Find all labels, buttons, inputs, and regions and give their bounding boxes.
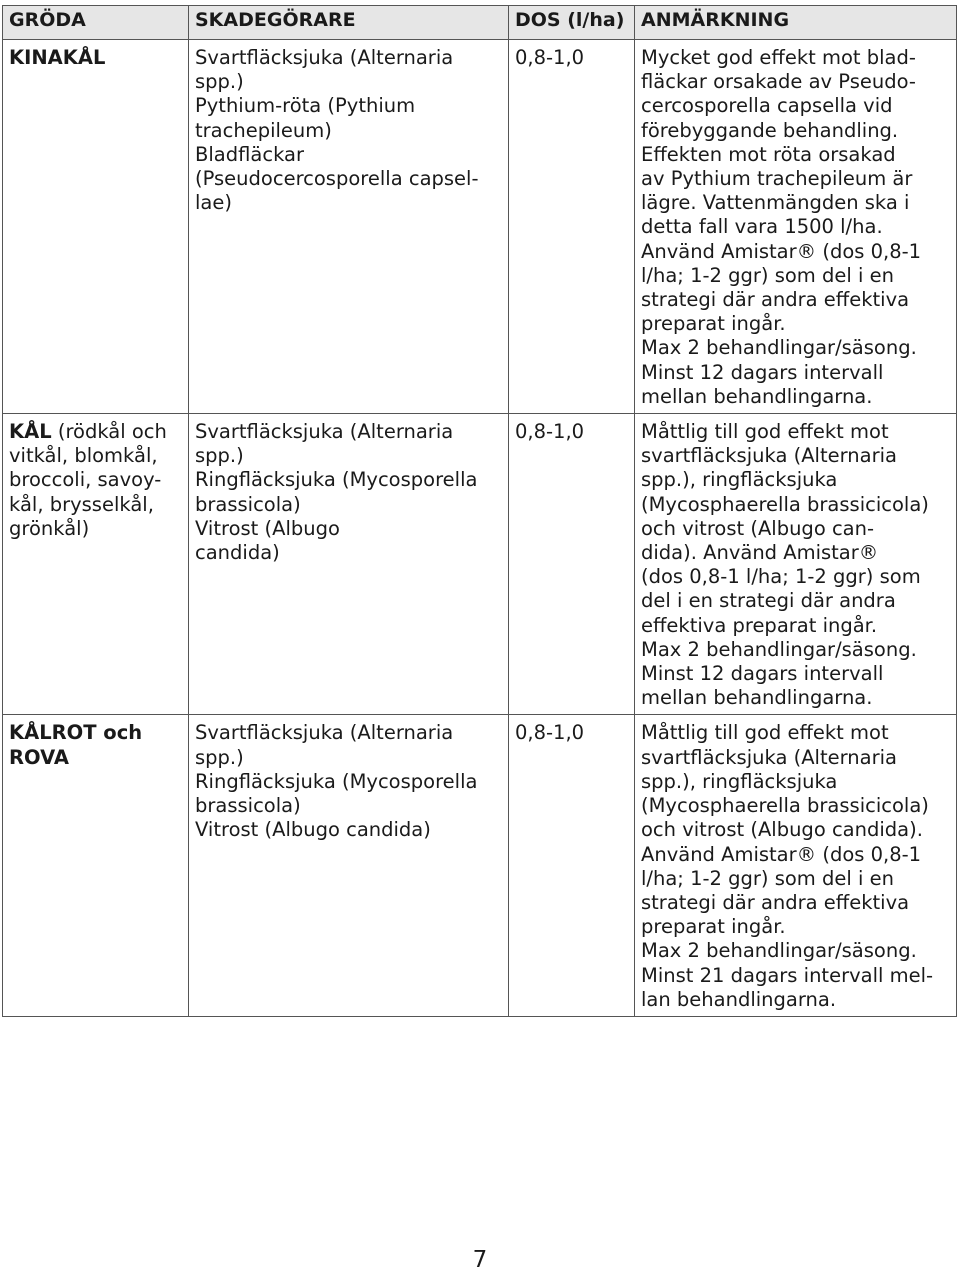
header-pest: SKADEGÖRARE [189, 6, 509, 40]
text-line: Max 2 behandlingar/säsong. [641, 939, 917, 963]
text-line: Max 2 behandlingar/säsong. [641, 336, 917, 360]
note-cell [635, 40, 957, 414]
pest-cell [189, 40, 509, 414]
text-line: mellan behandlingarna. [641, 384, 873, 408]
text-line: Mycket god effekt mot blad- [641, 46, 916, 69]
text-line: Ringfläcksjuka (Mycosporella [195, 468, 478, 492]
text-line: och vitrost (Albugo can- [641, 516, 875, 540]
text-line: preparat ingår. [641, 915, 786, 939]
crop-cell [3, 414, 189, 715]
text-line: kål, brysselkål, [9, 492, 154, 516]
text-line: brassicola) [195, 794, 301, 818]
table-row [3, 40, 957, 414]
text-line: strategi där andra effektiva [641, 288, 910, 312]
text-line: Minst 12 dagars intervall [641, 360, 884, 384]
text-line: spp.) [195, 745, 244, 769]
text-line: Använd Amistar® (dos 0,8-1 [641, 239, 922, 263]
text-line: detta fall vara 1500 l/ha. [641, 215, 883, 239]
text-line: l/ha; 1-2 ggr) som del i en [641, 866, 894, 890]
pest-cell [189, 715, 509, 1016]
text-line: Minst 21 dagars intervall mel- [641, 963, 934, 987]
crop-name-2: ROVA [9, 745, 69, 769]
text-line: Effekten mot röta orsakad [641, 142, 896, 166]
text-line: Svartfläcksjuka (Alternaria [195, 721, 454, 745]
text-line: strategi där andra effektiva [641, 890, 910, 914]
text-line: spp.) [195, 70, 244, 94]
dose-cell: 0,8-1,0 [509, 414, 635, 715]
crop-detail: (rödkål och [51, 420, 167, 444]
text-line: (Mycosphaerella brassicicola) [641, 492, 929, 516]
pest-cell [189, 414, 509, 715]
text-line: grönkål) [9, 516, 90, 540]
text-line: av Pythium trachepileum är [641, 167, 913, 191]
header-crop: GRÖDA [3, 6, 189, 40]
text-line: Vitrost (Albugo [195, 516, 340, 540]
header-note: ANMÄRKNING [635, 6, 957, 40]
text-line: lägre. Vattenmängden ska i [641, 191, 910, 215]
text-line: trachepileum) [195, 118, 332, 142]
text-line: Måttlig till god effekt mot [641, 420, 889, 444]
text-line: Ringfläcksjuka (Mycosporella [195, 769, 478, 793]
text-line: vitkål, blomkål, [9, 444, 158, 468]
text-line: (dos 0,8-1 l/ha; 1-2 ggr) som [641, 565, 921, 589]
text-line: Max 2 behandlingar/säsong. [641, 637, 917, 661]
text-line: Svartfläcksjuka (Alternaria [195, 46, 454, 69]
text-line: Minst 12 dagars intervall [641, 662, 884, 686]
text-line: brassicola) [195, 492, 301, 516]
text-line: spp.) [195, 444, 244, 468]
text-line: svartfläcksjuka (Alternaria [641, 745, 897, 769]
text-line: Svartfläcksjuka (Alternaria [195, 420, 454, 444]
text-line: spp.), ringfläcksjuka [641, 468, 838, 492]
text-line: del i en strategi där andra [641, 589, 896, 613]
note-cell [635, 715, 957, 1016]
dose-cell: 0,8-1,0 [509, 715, 635, 1016]
page-number: 7 [472, 1247, 488, 1273]
text-line: och vitrost (Albugo candida). [641, 818, 923, 842]
table-row [3, 414, 957, 715]
crop-protection-table [2, 5, 957, 1017]
text-line: Måttlig till god effekt mot [641, 721, 889, 745]
text-line: cercosporella capsella vid [641, 94, 893, 118]
text-line: lae) [195, 191, 232, 215]
text-line: fläckar orsakade av Pseudo- [641, 70, 916, 94]
text-line: mellan behandlingarna. [641, 686, 873, 710]
text-line: preparat ingår. [641, 312, 786, 336]
dose-cell: 0,8-1,0 [509, 40, 635, 414]
text-line: Pythium-röta (Pythium [195, 94, 416, 118]
crop-cell [3, 40, 189, 414]
text-line: effektiva preparat ingår. [641, 613, 878, 637]
text-line: svartfläcksjuka (Alternaria [641, 444, 897, 468]
header-row [3, 6, 957, 40]
text-line: l/ha; 1-2 ggr) som del i en [641, 263, 894, 287]
crop-detail-lines [9, 444, 184, 541]
text-line: spp.), ringfläcksjuka [641, 769, 838, 793]
text-line: (Pseudocercosporella capsel- [195, 167, 479, 191]
text-line: lan behandlingarna. [641, 987, 837, 1011]
text-line: Bladfläckar [195, 142, 304, 166]
text-line: broccoli, savoy- [9, 468, 162, 492]
text-line: Använd Amistar® (dos 0,8-1 [641, 842, 922, 866]
crop-name: KÅL [9, 420, 52, 444]
text-line: förebyggande behandling. [641, 118, 899, 142]
text-line: dida). Använd Amistar® [641, 541, 879, 565]
text-line: candida) [195, 541, 280, 565]
note-cell [635, 414, 957, 715]
table-row [3, 715, 957, 1016]
crop-cell [3, 715, 189, 1016]
header-dose: DOS (l/ha) [509, 6, 635, 40]
crop-name: KINAKÅL [9, 46, 106, 69]
text-line: Vitrost (Albugo candida) [195, 818, 431, 842]
crop-name: KÅLROT och [9, 721, 143, 745]
text-line: (Mycosphaerella brassicicola) [641, 794, 929, 818]
